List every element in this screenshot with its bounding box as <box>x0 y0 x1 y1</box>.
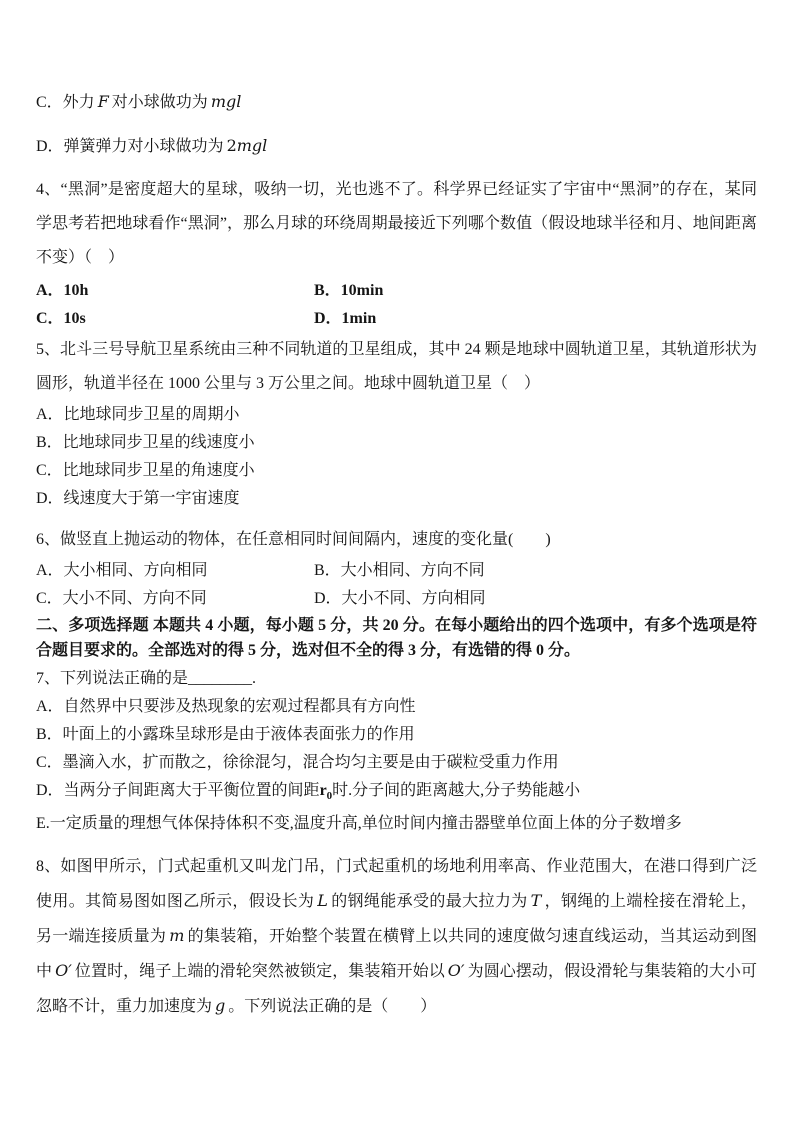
question-8-text-5: 位置时，绳子上端的滑轮突然被锁定，集装箱开始以 <box>74 963 445 981</box>
question-6-stem: 6、做竖直上抛运动的物体，在任意相同时间间隔内，速度的变化量( ) <box>36 531 551 548</box>
question-8-text-1: 8、如图甲所示，门式起重机又叫龙门吊，门式起重机的场地利用率高、作业范围大，在港口得到广泛使用。其简易图如图乙所示，假设长为 <box>36 858 757 911</box>
q3-option-c-var-mgl: mgl <box>210 92 242 111</box>
question-5-stem: 5、北斗三号导航卫星系统由三种不同轨道的卫星组成，其中 24 颗是地球中圆轨道卫星，其轨道形状为圆形，轨道半径在 1000 公里与 3 万公里之间。地球中圆轨道卫星（ ） <box>36 341 757 392</box>
question-7-option-a: A．自然界中只要涉及热现象的宏观过程都具有方向性 <box>36 698 416 715</box>
question-6-option-c: C．大小不同、方向不同 <box>36 590 207 607</box>
question-7-option-d-text2: 时.分子间的距离越大,分子势能越小 <box>332 782 581 799</box>
question-8-var-O-prime-1: O′ <box>55 961 72 981</box>
question-4-options-row-2 <box>36 305 757 333</box>
question-5-option-c: C．比地球同步卫星的角速度小 <box>36 462 255 479</box>
q3-option-c-var-F: F <box>97 92 109 111</box>
question-6-option-b: B．大小相同、方向不同 <box>314 562 485 579</box>
question-8-var-O-prime-2: O′ <box>447 961 465 981</box>
question-7-option-d-var-r: r <box>319 782 327 799</box>
question-8-var-g: g <box>215 996 226 1016</box>
question-8-stem <box>36 850 757 1024</box>
question-7-option-e: E.一定质量的理想气体保持体积不变,温度升高,单位时间内撞击器壁单位面上体的分子数增多 <box>36 815 682 833</box>
question-6-options-row-2 <box>36 585 757 613</box>
question-7-stem: 7、下列说法正确的是________. <box>36 670 257 687</box>
question-6-option-d: D．大小不同、方向相同 <box>314 590 486 607</box>
question-4-options-row-1 <box>36 277 757 305</box>
question-8-text-7: 。下列说法正确的是（ ） <box>228 998 437 1016</box>
question-5-option-b: B．比地球同步卫星的线速度小 <box>36 434 255 451</box>
question-8-text-3: ，钢绳的上端栓接在滑轮上，另一端连接质量为 <box>36 893 757 946</box>
q3-option-d-var-mgl: mgl <box>236 136 268 155</box>
question-6-option-a: A．大小相同、方向相同 <box>36 562 208 579</box>
question-4-option-b: B．10min <box>314 282 384 299</box>
q3-option-d-text: D．弹簧弹力对小球做功为 <box>36 138 224 155</box>
question-7-option-b: B．叶面上的小露珠呈球形是由于液体表面张力的作用 <box>36 726 415 743</box>
question-8-text-2: 的钢绳能承受的最大拉力为 <box>330 893 528 911</box>
question-8-var-m: m <box>169 926 185 946</box>
q3-option-d <box>36 132 757 161</box>
question-8-text-6: 为圆心摆动，假设滑轮与集装箱的大小可忽略不计，重力加速度为 <box>36 963 757 1016</box>
question-7-option-d-text: D．当两分子间距离大于平衡位置的间距 <box>36 782 320 799</box>
question-7-option-c: C．墨滴入水，扩而散之，徐徐混匀，混合均匀主要是由于碳粒受重力作用 <box>36 754 559 771</box>
section-2-header: 二、多项选择题 本题共 4 小题，每小题 5 分，共 20 分。在每小题给出的四个选项中，有多个选项是符合题目要求的。全部选对的得 5 分，选对但不全的得 3 分，有选错的得 0 分。 <box>36 617 757 659</box>
question-4-option-a: A．10h <box>36 282 89 299</box>
q3-option-c-text2: 对小球做功为 <box>111 94 208 111</box>
question-5-option-d: D．线速度大于第一宇宙速度 <box>36 490 240 507</box>
question-7-option-d-subscript-0: 0 <box>326 790 333 803</box>
question-7-option-d <box>36 777 757 810</box>
question-4-option-c: C．10s <box>36 310 86 327</box>
question-8-var-T: T <box>530 891 542 911</box>
q3-option-d-coefficient: 2 <box>226 136 237 155</box>
question-8-var-L: L <box>317 891 328 911</box>
question-6-options-row-1 <box>36 557 757 585</box>
q3-option-c-text: C．外力 <box>36 94 95 111</box>
question-4-stem: 4、“黑洞”是密度超大的星球，吸纳一切，光也逃不了。科学界已经证实了宇宙中“黑洞”的存在，某同学思考若把地球看作“黑洞”，那么月球的环绕周期最接近下列哪个数值（假设地球半径和月、地间距离不变）（ ） <box>36 181 757 266</box>
question-4-option-d: D．1min <box>314 310 377 327</box>
question-8-text-4: 的集装箱，开始整个装置在横臂上以共同的速度做匀速直线运动，当其运动到图中 <box>36 928 757 981</box>
q3-option-c <box>36 88 757 117</box>
question-5-option-a: A．比地球同步卫星的周期小 <box>36 406 240 423</box>
